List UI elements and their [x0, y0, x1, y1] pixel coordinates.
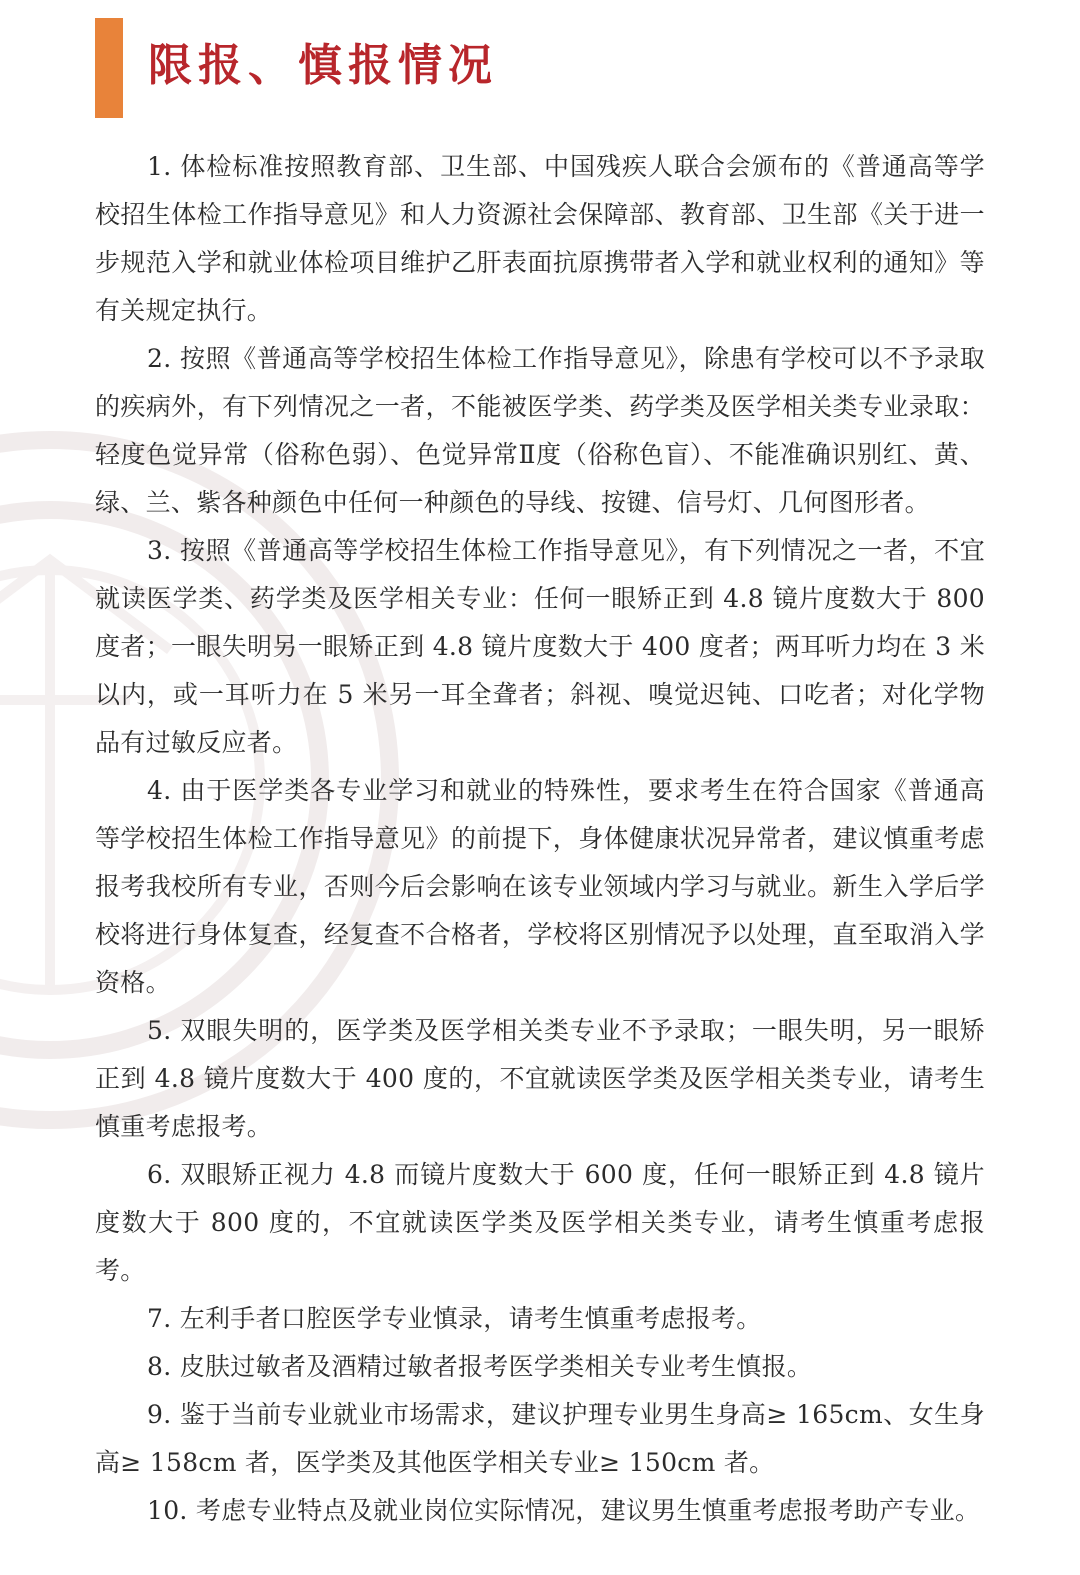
item-7: 7. 左利手者口腔医学专业慎录，请考生慎重考虑报考。 [147, 1304, 762, 1333]
item-9: 9. 鉴于当前专业就业市场需求，建议护理专业男生身高≥ 165cm、女生身高≥ 158cm 者，医学类及其他医学相关专业≥ 150cm 者。 [95, 1400, 985, 1477]
title-accent-bar [95, 18, 123, 118]
item-5: 5. 双眼失明的，医学类及医学相关类专业不予录取；一眼失明，另一眼矫正到 4.8 镜片度数大于 400 度的，不宜就读医学类及医学相关类专业，请考生慎重考虑报考。 [95, 1016, 985, 1141]
article-body [95, 143, 985, 1535]
item-10: 10. 考虑专业特点及就业岗位实际情况，建议男生慎重考虑报考助产专业。 [147, 1496, 981, 1525]
item-3: 3. 按照《普通高等学校招生体检工作指导意见》，有下列情况之一者，不宜就读医学类、药学类及医学相关专业：任何一眼矫正到 4.8 镜片度数大于 800 度者；一眼失明另一眼矫正到 4.8 镜片度数大于 400 度者；两耳听力均在 3 米以内，或一耳听力在 5 米另一耳全聋者；斜视、嗅觉迟钝、口吃者；对化学物品有过敏反应者。 [95, 536, 985, 757]
page-title: 限报、慎报情况 [148, 40, 498, 91]
item-2: 2. 按照《普通高等学校招生体检工作指导意见》，除患有学校可以不予录取的疾病外，有下列情况之一者，不能被医学类、药学类及医学相关类专业录取：轻度色觉异常（俗称色弱）、色觉异常Ⅱ度（俗称色盲）、不能准确识别红、黄、绿、兰、紫各种颜色中任何一种颜色的导线、按键、信号灯、几何图形者。 [95, 344, 985, 517]
item-6: 6. 双眼矫正视力 4.8 而镜片度数大于 600 度，任何一眼矫正到 4.8 镜片度数大于 800 度的，不宜就读医学类及医学相关类专业，请考生慎重考虑报考。 [95, 1160, 985, 1285]
item-1: 1. 体检标准按照教育部、卫生部、中国残疾人联合会颁布的《普通高等学校招生体检工作指导意见》和人力资源社会保障部、教育部、卫生部《关于进一步规范入学和就业体检项目维护乙肝表面抗原携带者入学和就业权利的通知》等有关规定执行。 [95, 152, 985, 325]
item-8: 8. 皮肤过敏者及酒精过敏者报考医学类相关专业考生慎报。 [147, 1352, 813, 1381]
item-4: 4. 由于医学类各专业学习和就业的特殊性，要求考生在符合国家《普通高等学校招生体检工作指导意见》的前提下，身体健康状况异常者，建议慎重考虑报考我校所有专业，否则今后会影响在该专业领域内学习与就业。新生入学后学校将进行身体复查，经复查不合格者，学校将区别情况予以处理，直至取消入学资格。 [95, 776, 985, 997]
